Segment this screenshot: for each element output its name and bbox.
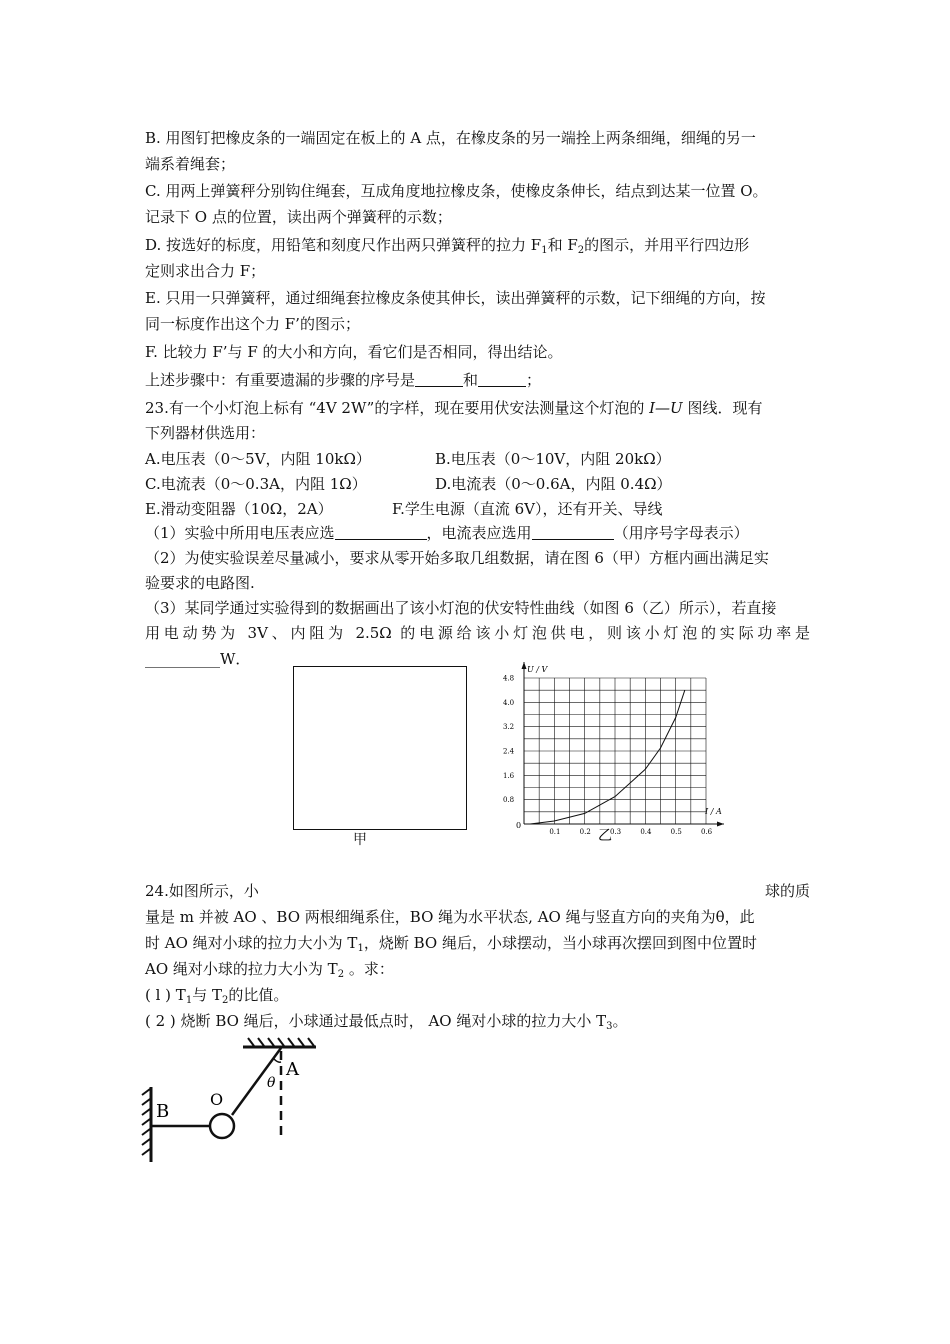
text: ，烧断 BO 绳后，小球摆动，当小球再次摆回到图中位置时 [363, 934, 757, 952]
text: （用序号字母表示） [613, 524, 749, 542]
text: ； [526, 371, 542, 389]
step-f: F. 比较力 F’与 F 的大小和方向，看它们是否相同，得出结论。 [145, 343, 563, 361]
text: 图线．现有 [682, 399, 763, 417]
q24-line2: 量是 m 并被 AO 、BO 两根细绳系住，BO 绳为水平状态, AO 绳与竖直方向的夹角为θ，此 [145, 908, 755, 926]
ball [210, 1114, 234, 1138]
y-tick-label: 3.2 [503, 723, 515, 732]
option-e: E.滑动变阻器（10Ω，2A） [145, 500, 333, 518]
x-tick-label: 0.3 [610, 828, 622, 836]
q23-options-cd [145, 474, 810, 494]
q24-sub2 [145, 1011, 810, 1031]
omitted-steps-question [145, 370, 810, 390]
chart-grid [524, 678, 706, 824]
q23-part3-line2: 用电动势为 3V、内阻为 2.5Ω 的电源给该小灯泡供电，则该小灯泡的实际功率是 [145, 624, 810, 642]
subscript: 3 [606, 1021, 613, 1032]
option-f: F.学生电源（直流 6V），还有开关、导线 [392, 500, 663, 518]
x-axis-arrow [717, 822, 724, 827]
q23-part1 [145, 523, 810, 543]
y-tick-label: 1.6 [503, 771, 515, 780]
label-o: O [210, 1090, 224, 1109]
origin-label: 0 [516, 821, 522, 830]
answer-blank-1[interactable] [415, 372, 463, 387]
pendulum-diagram [138, 1035, 328, 1165]
q23-line1 [145, 398, 810, 418]
y-tick-label: 2.4 [503, 747, 515, 756]
text: ( 2 ) 烧断 BO 绳后，小球通过最低点时， AO 绳对小球的拉力大小 T [145, 1012, 607, 1030]
option-b: B.电压表（0～10V，内阻 20kΩ） [435, 450, 671, 468]
text: 23.有一个小灯泡上标有 “4V 2W”的字样，现在要用伏安法测量这个灯泡的 [145, 399, 650, 417]
q23-part2-line1: （2）为使实验误差尽量减小，要求从零开始多取几组数据，请在图 6（甲）方框内画出满足实 [145, 549, 769, 567]
chart-axes [522, 662, 725, 827]
option-c: C.电流表（0～0.3A，内阻 1Ω） [145, 475, 367, 493]
step-c-line1: C. 用两上弹簧秤分别钩住绳套，互成角度地拉橡皮条，使橡皮条伸长，结点到达某一位置 O。 [145, 182, 768, 200]
step-d-line2: 定则求出合力 F； [145, 262, 266, 280]
text: 与 T [192, 986, 222, 1004]
subscript: 1 [541, 245, 548, 256]
ceiling-hatching [248, 1038, 314, 1046]
wall-hatching [142, 1089, 150, 1155]
y-axis-arrow [522, 662, 527, 669]
q23-options-ab [145, 449, 810, 469]
subscript: 1 [357, 943, 364, 954]
step-d-line1 [145, 235, 810, 255]
option-d: D.电流表（0～0.6A，内阻 0.4Ω） [435, 475, 672, 493]
x-axis-label: I / A [705, 807, 722, 816]
answer-blank-ammeter[interactable] [532, 525, 614, 540]
y-tick-label: 4.0 [503, 698, 515, 707]
x-tick-label: 0.1 [549, 828, 561, 836]
answer-blank-voltmeter[interactable] [335, 525, 427, 540]
iu-curve [530, 690, 685, 824]
subscript: 2 [337, 969, 345, 980]
q23-part3-line1: （3）某同学通过实验得到的数据画出了该小灯泡的伏安特性曲线（如图 6（乙）所示），若直接 [145, 599, 777, 617]
q23-part3-line3: __________W． [145, 650, 251, 668]
text: 。求： [344, 960, 394, 978]
label-b: B [156, 1101, 170, 1122]
answer-blank-2[interactable] [478, 372, 526, 387]
option-a: A.电压表（0～5V，内阻 10kΩ） [145, 450, 371, 468]
text: （1）实验中所用电压表应选 [145, 524, 335, 542]
text: 上述步骤中：有重要遗漏的步骤的序号是 [145, 371, 416, 389]
text: 24.如图所示，小 [145, 882, 259, 900]
step-e-line1: E. 只用一只弹簧秤，通过细绳套拉橡皮条使其伸长，读出弹簧秤的示数，记下细绳的方向，按 [145, 289, 766, 307]
circuit-drawing-box[interactable] [293, 666, 467, 830]
q24-line4 [145, 959, 810, 979]
step-b-line2: 端系着绳套； [145, 155, 236, 173]
text: ( l ) T [145, 986, 186, 1004]
y-axis-label: U / V [527, 665, 548, 674]
q24-line1 [145, 881, 810, 901]
text: 时 AO 绳对小球的拉力大小为 T [145, 934, 358, 952]
label-theta: θ [267, 1075, 276, 1091]
q23-line2: 下列器材供选用： [145, 424, 266, 442]
q23-part2-line2: 验要求的电路图. [145, 574, 255, 592]
label-yi: 乙 [598, 828, 612, 843]
text: 。 [612, 1012, 628, 1030]
x-tick-label: 0.4 [640, 828, 652, 836]
text: 的图示，并用平行四边形 [584, 236, 750, 254]
text: ，电流表应选用 [426, 524, 532, 542]
step-c-line2: 记录下 O 点的位置，读出两个弹簧秤的示数； [145, 208, 452, 226]
italic-text: I—U [649, 399, 683, 417]
text: 和 F [547, 236, 578, 254]
text: 球的质 [764, 882, 810, 900]
subscript: 2 [221, 995, 229, 1006]
text: AO 绳对小球的拉力大小为 T [145, 960, 338, 978]
text: 的比值。 [228, 986, 289, 1004]
x-tick-label: 0.5 [670, 828, 682, 836]
step-e-line2: 同一标度作出这个力 F’的图示； [145, 315, 360, 333]
q24-sub1 [145, 985, 810, 1005]
subscript: 1 [185, 995, 193, 1006]
label-jia: 甲 [353, 832, 367, 848]
x-tick-label: 0.6 [701, 828, 713, 836]
y-tick-label: 0.8 [503, 796, 515, 805]
step-b-line1: B. 用图钉把橡皮条的一端固定在板上的 A 点，在橡皮条的另一端拴上两条细绳，细绳的另一 [145, 129, 756, 147]
iu-characteristic-chart [500, 658, 730, 843]
text: D. 按选好的标度，用铅笔和刻度尺作出两只弹簧秤的拉力 F [145, 236, 542, 254]
y-tick-label: 4.8 [503, 674, 515, 683]
subscript: 2 [577, 245, 585, 256]
text: 和 [463, 371, 479, 389]
q23-options-ef [145, 499, 810, 519]
label-a: A [286, 1059, 299, 1080]
q24-line3 [145, 933, 810, 953]
x-tick-label: 0.2 [579, 828, 591, 836]
